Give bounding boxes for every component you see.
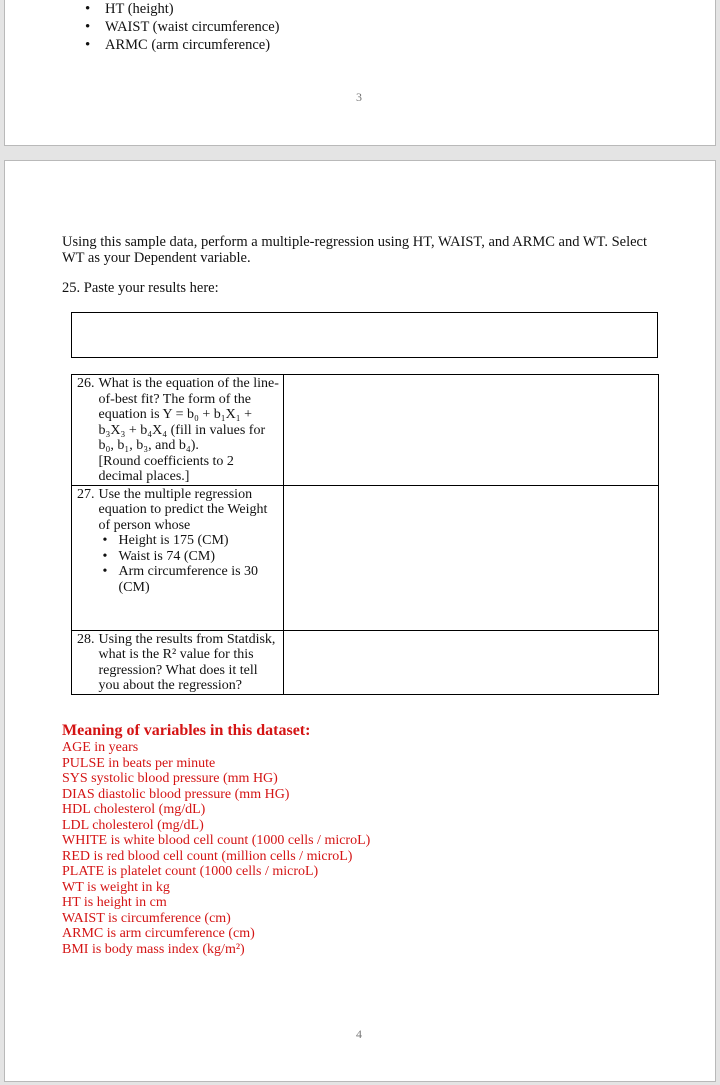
question-27-number: 27. bbox=[77, 486, 95, 502]
question-25: 25. Paste your results here: bbox=[62, 280, 219, 296]
variable-meanings bbox=[62, 722, 370, 957]
page-4 bbox=[4, 160, 716, 1082]
meaning-line: HDL cholesterol (mg/dL) bbox=[62, 802, 206, 817]
table-row-q26 bbox=[72, 375, 659, 486]
question-27-text: Use the multiple regression equation to predict the Weight of person whose bbox=[98, 486, 268, 533]
meaning-line: WAIST is circumference (cm) bbox=[62, 910, 231, 926]
results-paste-box[interactable] bbox=[71, 312, 658, 358]
question-27-list bbox=[99, 533, 280, 595]
question-28-number: 28. bbox=[77, 631, 95, 647]
meaning-line: WHITE is white blood cell count (1000 cells / microL) bbox=[62, 833, 371, 848]
answer-28-cell[interactable] bbox=[284, 630, 659, 694]
meaning-line: RED is red blood cell count (million cells / microL) bbox=[62, 848, 353, 864]
meaning-line: PULSE in beats per minute bbox=[62, 755, 216, 771]
list-item: • Arm circumference is 30 (CM) bbox=[99, 564, 280, 595]
questions-table bbox=[71, 374, 659, 695]
answer-27-cell[interactable] bbox=[284, 485, 659, 630]
bullet-waist: • WAIST (waist circumference) bbox=[85, 18, 279, 36]
meaning-line: LDL cholesterol (mg/dL) bbox=[62, 817, 204, 833]
page-number: 4 bbox=[356, 1027, 362, 1041]
question-26-text: What is the equation of the line-of-best fit? The form of the equation is Y = b₀ + b₁X₁ + b₃X₃ + b₄X₄ (fill in values for b₀, b₁, b₃, and b₄). bbox=[98, 376, 279, 453]
meanings-title: Meaning of variables in this dataset: bbox=[62, 722, 311, 739]
list-item: • Waist is 74 (CM) bbox=[99, 549, 280, 565]
question-26-number: 26. bbox=[77, 376, 95, 391]
meaning-line: DIAS diastolic blood pressure (mm HG) bbox=[62, 786, 290, 802]
answer-26-cell[interactable] bbox=[284, 375, 659, 486]
page-3 bbox=[4, 0, 716, 146]
question-27-cell bbox=[72, 485, 284, 630]
question-26-note: [Round coefficients to 2 decimal places.] bbox=[98, 453, 234, 484]
question-28-cell bbox=[72, 630, 284, 694]
question-28-text: Using the results from Statdisk, what is the R² value for this regression? What does it tell you about the regression? bbox=[98, 631, 276, 693]
bullet-armc: • ARMC (arm circumference) bbox=[85, 36, 279, 54]
question-26-cell bbox=[72, 375, 284, 486]
bullet-ht: • HT (height) bbox=[85, 0, 279, 18]
intro-paragraph: Using this sample data, perform a multiple-regression using HT, WAIST, and ARMC and WT. Select WT as your Dependent variable. bbox=[62, 234, 647, 266]
variable-bullet-list bbox=[85, 0, 279, 54]
meaning-line: WT is weight in kg bbox=[62, 879, 170, 895]
meaning-line: BMI is body mass index (kg/m²) bbox=[62, 941, 245, 957]
meaning-line: PLATE is platelet count (1000 cells / microL) bbox=[62, 864, 319, 879]
meaning-line: ARMC is arm circumference (cm) bbox=[62, 926, 255, 941]
meaning-line: HT is height in cm bbox=[62, 895, 167, 910]
list-item: • Height is 175 (CM) bbox=[99, 533, 280, 549]
table-row-q28 bbox=[72, 630, 659, 694]
meaning-line: AGE in years bbox=[62, 740, 139, 755]
meaning-line: SYS systolic blood pressure (mm HG) bbox=[62, 771, 278, 786]
page-number: 3 bbox=[356, 90, 362, 104]
table-row-q27 bbox=[72, 485, 659, 630]
